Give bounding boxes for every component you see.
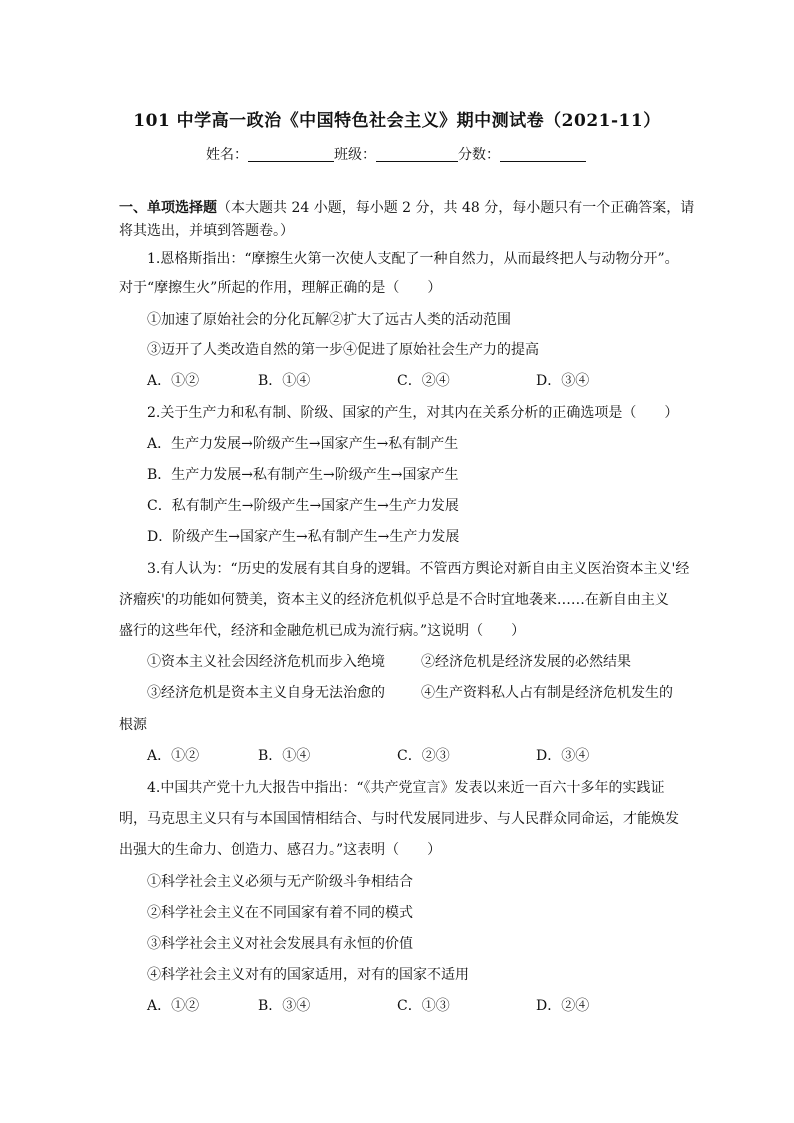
q3-stem-line3: 盛行的这些年代，经济和金融危机已成为流行病。”这说明（ ） bbox=[119, 623, 526, 639]
q3-statement-4: ④生产资料私人占有制是经济危机发生的 bbox=[421, 685, 673, 701]
class-label: 班级： bbox=[334, 147, 376, 163]
q4-statement-2: ②科学社会主义在不同国家有着不同的模式 bbox=[147, 905, 413, 921]
q3-option-c[interactable]: C．②③ bbox=[397, 748, 450, 764]
section-desc-line1: （本大题共 24 小题，每小题 2 分，共 48 分，每小题只有一个正确答案，请 bbox=[217, 200, 695, 216]
q3-statement-3: ③经济危机是资本主义自身无法治愈的 bbox=[147, 685, 385, 701]
q3-option-d[interactable]: D．③④ bbox=[536, 748, 590, 764]
q4-option-c[interactable]: C．①③ bbox=[397, 998, 450, 1014]
q4-stem-line1: 4.中国共产党十九大报告中指出：“《共产党宣言》发表以来近一百六十多年的实践证 bbox=[147, 780, 665, 796]
q2-option-c[interactable]: C．私有制产生→阶级产生→国家产生→生产力发展 bbox=[147, 498, 459, 514]
section-header bbox=[119, 199, 694, 217]
q4-statement-1: ①科学社会主义必须与无产阶级斗争相结合 bbox=[147, 874, 413, 890]
q3-option-a[interactable]: A．①② bbox=[147, 748, 200, 764]
q2-option-b[interactable]: B．生产力发展→私有制产生→阶级产生→国家产生 bbox=[147, 467, 459, 483]
q4-option-d[interactable]: D．②④ bbox=[536, 998, 590, 1014]
q1-option-a[interactable]: A．①② bbox=[147, 373, 200, 389]
q1-option-b[interactable]: B．①④ bbox=[258, 373, 311, 389]
q2-stem: 2.关于生产力和私有制、阶级、国家的产生，对其内在关系分析的正确选项是（ ） bbox=[147, 405, 679, 421]
q3-stem-line2: 济瘤疾'的功能如何赞美，资本主义的经济危机似乎总是不合时宜地袭来……在新自由主义 bbox=[119, 592, 669, 608]
q2-option-d[interactable]: D．阶级产生→国家产生→私有制产生→生产力发展 bbox=[147, 529, 460, 545]
q4-stem-line3: 出强大的生命力、创造力、感召力。”这表明（ ） bbox=[119, 842, 442, 858]
q4-option-b[interactable]: B．③④ bbox=[258, 998, 311, 1014]
q1-statements-line2: ③迈开了人类改造自然的第一步④促进了原始社会生产力的提高 bbox=[147, 342, 539, 358]
q3-stem-line1: 3.有人认为：“历史的发展有其自身的逻辑。不管西方舆论对新自由主义医治资本主义'经 bbox=[147, 561, 690, 577]
section-desc-line2: 将其选出，并填到答题卷。） bbox=[119, 223, 294, 239]
score-blank[interactable] bbox=[500, 147, 586, 162]
q4-option-a[interactable]: A．①② bbox=[147, 998, 200, 1014]
q1-option-c[interactable]: C．②④ bbox=[397, 373, 450, 389]
score-label: 分数： bbox=[458, 147, 500, 163]
section-title: 一、单项选择题 bbox=[119, 200, 217, 216]
q1-stem-line1: 1.恩格斯指出：“摩擦生火第一次使人支配了一种自然力，从而最终把人与动物分开”。 bbox=[147, 251, 679, 267]
q4-statement-4: ④科学社会主义对有的国家适用，对有的国家不适用 bbox=[147, 967, 469, 983]
q1-stem-line2: 对于“摩擦生火”所起的作用，理解正确的是（ ） bbox=[119, 280, 442, 296]
q4-statement-3: ③科学社会主义对社会发展具有永恒的价值 bbox=[147, 936, 413, 952]
exam-title: 101 中学高一政治《中国特色社会主义》期中测试卷（2021-11） bbox=[133, 111, 661, 131]
q4-stem-line2: 明，马克思主义只有与本国国情相结合、与时代发展同进步、与人民群众同命运，才能焕发 bbox=[119, 811, 679, 827]
q3-statement-4-cont: 根源 bbox=[119, 717, 147, 733]
q3-option-b[interactable]: B．①④ bbox=[258, 748, 311, 764]
q3-statement-1: ①资本主义社会因经济危机而步入绝境 bbox=[147, 654, 385, 670]
q3-statement-2: ②经济危机是经济发展的必然结果 bbox=[421, 654, 631, 670]
name-label: 姓名： bbox=[206, 147, 248, 163]
student-info-line bbox=[206, 144, 586, 164]
class-blank[interactable] bbox=[376, 147, 458, 162]
name-blank[interactable] bbox=[248, 147, 334, 162]
q1-option-d[interactable]: D．③④ bbox=[536, 373, 590, 389]
q2-option-a[interactable]: A．生产力发展→阶级产生→国家产生→私有制产生 bbox=[147, 436, 459, 452]
q1-statements-line1: ①加速了原始社会的分化瓦解②扩大了远古人类的活动范围 bbox=[147, 312, 511, 328]
